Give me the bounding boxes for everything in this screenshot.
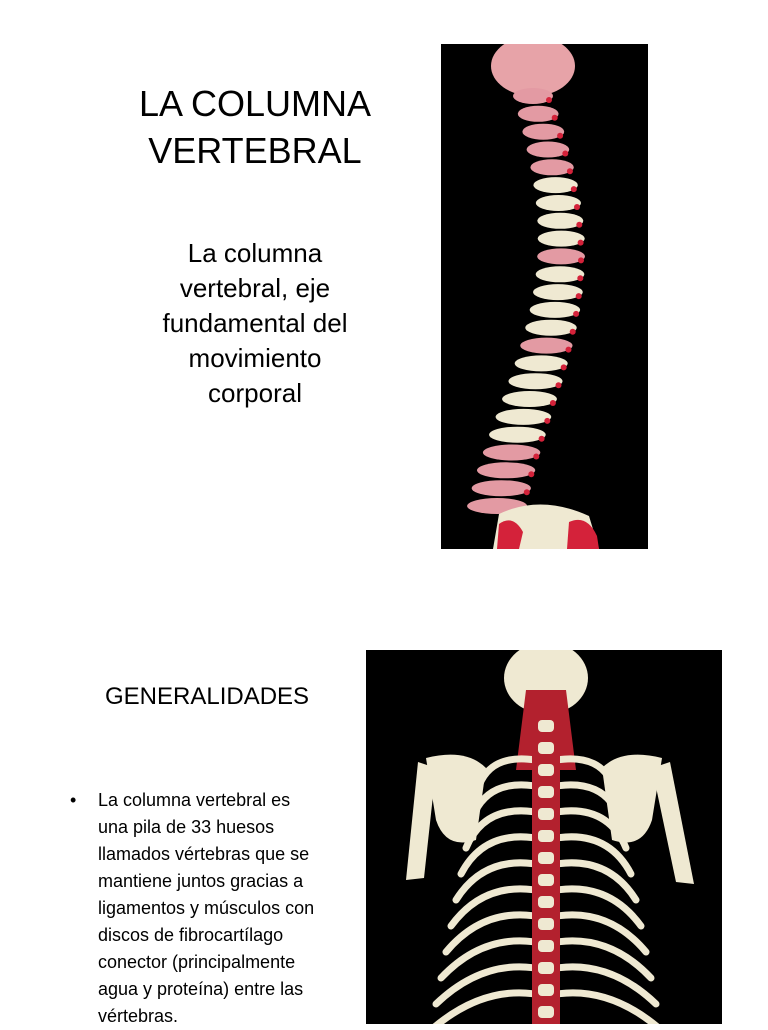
spinal-muscles	[532, 710, 560, 1024]
vertebra-highlight	[546, 97, 552, 103]
back-vertebra	[538, 940, 554, 952]
right-humerus	[652, 762, 694, 884]
vertebra-highlight	[562, 151, 568, 157]
sacrum-highlight	[567, 520, 599, 549]
spine-illustration	[441, 44, 648, 549]
vertebrae-group	[467, 88, 585, 514]
bullet-line: ligamentos y músculos con	[98, 898, 315, 918]
slide-2-title: GENERALIDADES	[105, 683, 310, 710]
back-skeleton-image	[366, 650, 722, 1024]
vertebra	[536, 195, 581, 211]
vertebra-highlight	[576, 293, 582, 299]
subtitle-line: fundamental del	[162, 308, 348, 338]
vertebra-highlight	[533, 454, 539, 460]
vertebra-highlight	[544, 418, 550, 424]
vertebra-highlight	[556, 382, 562, 388]
vertebra-highlight	[550, 400, 556, 406]
vertebra	[472, 480, 531, 496]
title-line-2: VERTEBRAL	[148, 130, 362, 171]
subtitle-line: corporal	[208, 378, 302, 408]
vertebra	[525, 320, 576, 336]
vertebra-highlight	[552, 115, 558, 121]
vertebra	[489, 427, 546, 443]
vertebra-highlight	[578, 257, 584, 263]
vertebra-highlight	[574, 204, 580, 210]
bullet-line: vértebras.	[98, 1006, 179, 1026]
vertebra-highlight	[578, 240, 584, 246]
bullet-line: llamados vértebras que se	[98, 844, 310, 864]
vertebra	[477, 462, 535, 478]
back-vertebra	[538, 962, 554, 974]
vertebra	[515, 355, 568, 371]
vertebra-highlight	[557, 133, 563, 139]
vertebra	[533, 284, 583, 300]
vertebra	[538, 231, 585, 247]
vertebra-highlight	[524, 489, 530, 495]
bullet-line: conector (principalmente	[98, 952, 296, 972]
vertebra	[496, 409, 552, 425]
vertebra	[502, 391, 557, 407]
vertebra	[537, 213, 583, 229]
vertebra-highlight	[561, 364, 567, 370]
bullet-line: agua y proteína) entre las	[98, 979, 304, 999]
back-vertebra	[538, 786, 554, 798]
vertebra	[509, 373, 563, 389]
back-vertebra	[538, 742, 554, 754]
vertebra-highlight	[528, 471, 534, 477]
vertebra	[520, 338, 572, 354]
subtitle-line: La columna	[187, 238, 323, 268]
vertebra-highlight	[576, 222, 582, 228]
back-vertebra	[538, 830, 554, 842]
vertebra	[530, 159, 573, 175]
vertebra	[530, 302, 580, 318]
back-vertebra	[538, 720, 554, 732]
bullet-line: La columna vertebral es	[98, 790, 291, 810]
vertebra	[537, 248, 585, 264]
back-skeleton-illustration	[366, 650, 722, 1024]
vertebra-highlight	[567, 168, 573, 174]
back-vertebra	[538, 852, 554, 864]
spine-image	[441, 44, 648, 549]
vertebra-highlight	[566, 347, 572, 353]
subtitle-line: movimiento	[188, 343, 322, 373]
vertebra-highlight	[573, 311, 579, 317]
back-vertebra	[538, 808, 554, 820]
vertebra-highlight	[570, 329, 576, 335]
bullet-icon: •	[70, 790, 77, 810]
back-vertebra	[538, 1006, 554, 1018]
back-vertebra	[538, 764, 554, 776]
slide-1-title	[105, 80, 405, 174]
back-vertebra	[538, 918, 554, 930]
back-vertebra	[538, 874, 554, 886]
back-vertebra	[538, 896, 554, 908]
vertebra-highlight	[577, 275, 583, 281]
vertebra-highlight	[539, 436, 545, 442]
vertebra-highlight	[571, 186, 577, 192]
list-item	[70, 787, 355, 1030]
vertebra	[536, 266, 585, 282]
bullet-line: una pila de 33 huesos	[98, 817, 275, 837]
bullet-list	[70, 787, 355, 1030]
title-line-1: LA COLUMNA	[138, 83, 372, 124]
left-humerus	[406, 762, 436, 880]
bullet-line: mantiene juntos gracias a	[98, 871, 304, 891]
back-vertebra	[538, 984, 554, 996]
vertebra	[483, 445, 540, 461]
bullet-line: discos de fibrocartílago	[98, 925, 284, 945]
vertebra	[533, 177, 577, 193]
subtitle-line: vertebral, eje	[179, 273, 331, 303]
slide-1-subtitle	[95, 236, 415, 411]
